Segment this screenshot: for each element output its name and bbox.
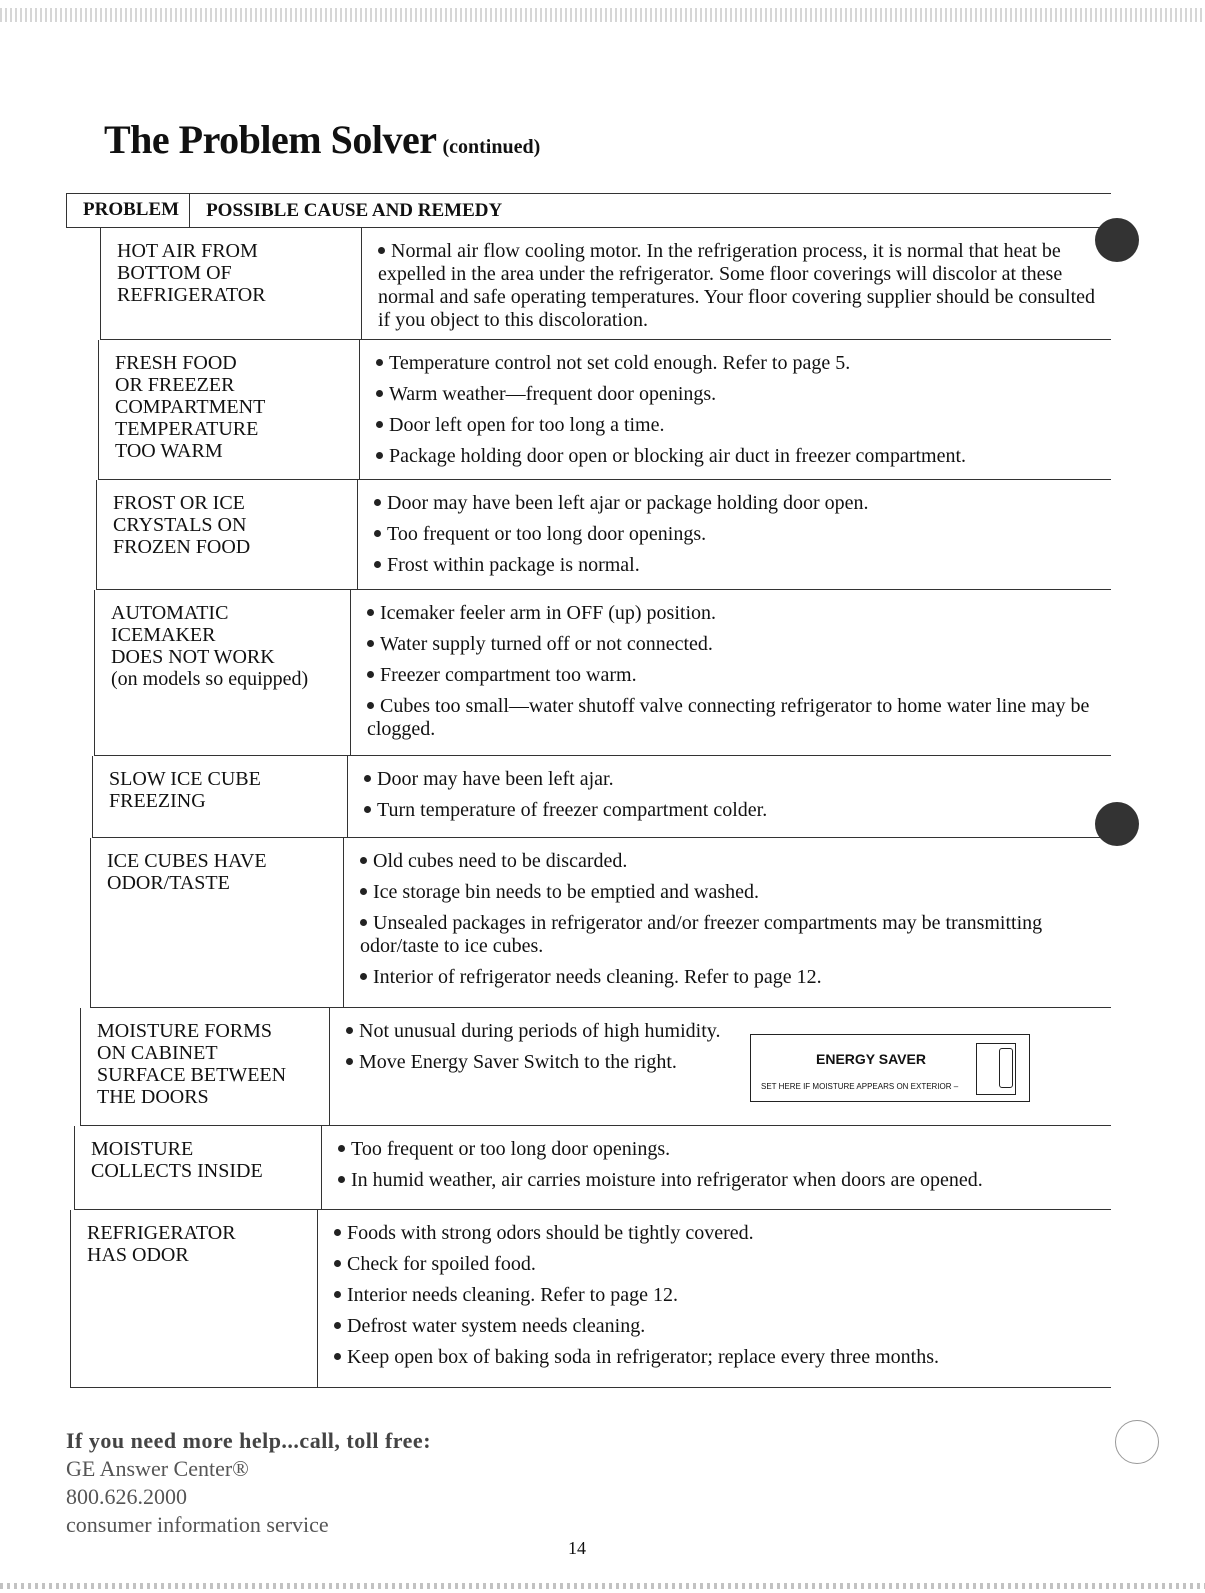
remedy-text: Keep open box of baking soda in refrigerator; replace every three months. bbox=[347, 1346, 939, 1368]
bullet-icon bbox=[364, 775, 371, 782]
problem-cell bbox=[92, 756, 348, 837]
problem-line: CRYSTALS ON bbox=[113, 514, 247, 536]
remedy-item bbox=[360, 966, 1101, 989]
remedy-text: Frost within package is normal. bbox=[387, 554, 640, 576]
bullet-icon bbox=[360, 973, 367, 980]
problem-cell bbox=[98, 340, 360, 479]
problem-line: FREEZING bbox=[109, 790, 206, 812]
bullet-icon bbox=[374, 561, 381, 568]
problem-line: HAS ODOR bbox=[87, 1244, 189, 1266]
remedy-item bbox=[364, 799, 1101, 822]
remedy-text: Door may have been left ajar or package holding door open. bbox=[387, 492, 869, 514]
problem-cell bbox=[96, 480, 358, 589]
remedy-cell bbox=[348, 756, 1111, 837]
remedy-text: Not unusual during periods of high humidity. bbox=[359, 1020, 721, 1042]
table-row bbox=[98, 340, 1111, 480]
remedy-item bbox=[334, 1253, 1101, 1276]
remedy-item bbox=[376, 445, 1101, 468]
problem-line: SLOW ICE CUBE bbox=[109, 768, 261, 790]
bullet-icon bbox=[334, 1353, 341, 1360]
remedy-item bbox=[360, 850, 1101, 873]
remedy-item bbox=[374, 523, 1101, 546]
remedy-text: Check for spoiled food. bbox=[347, 1253, 536, 1275]
remedy-item bbox=[367, 664, 1101, 687]
remedy-cell bbox=[322, 1126, 1111, 1209]
bullet-icon bbox=[338, 1145, 345, 1152]
remedy-item bbox=[338, 1138, 1101, 1161]
answer-center-name: GE Answer Center® bbox=[66, 1456, 249, 1481]
bullet-icon bbox=[376, 452, 383, 459]
page-title-suffix: (continued) bbox=[442, 136, 541, 158]
bullet-icon bbox=[367, 609, 374, 616]
table-row bbox=[94, 590, 1111, 756]
problem-solver-table bbox=[66, 193, 1111, 1388]
remedy-cell bbox=[362, 228, 1111, 339]
bullet-icon bbox=[334, 1291, 341, 1298]
bullet-icon bbox=[346, 1027, 353, 1034]
remedy-item bbox=[360, 881, 1101, 904]
bullet-icon bbox=[334, 1260, 341, 1267]
remedy-item bbox=[364, 768, 1101, 791]
remedy-item bbox=[346, 1020, 746, 1043]
energy-saver-note: SET HERE IF MOISTURE APPEARS ON EXTERIOR – bbox=[761, 1082, 959, 1091]
problem-line: TEMPERATURE bbox=[115, 418, 259, 440]
problem-line: ICE CUBES HAVE bbox=[107, 850, 267, 872]
help-footer bbox=[66, 1428, 431, 1538]
problem-line: MOISTURE FORMS bbox=[97, 1020, 273, 1042]
scan-top-edge bbox=[0, 8, 1205, 22]
phone-number: 800.626.2000 bbox=[66, 1484, 187, 1509]
remedy-text: Temperature control not set cold enough. Refer to page 5. bbox=[389, 352, 851, 374]
problem-line: ICEMAKER bbox=[111, 624, 216, 646]
problem-line: REFRIGERATOR bbox=[87, 1222, 236, 1244]
energy-saver-diagram bbox=[750, 1034, 1030, 1102]
bullet-icon bbox=[378, 247, 385, 254]
header-remedy: POSSIBLE CAUSE AND REMEDY bbox=[206, 200, 503, 221]
remedy-item bbox=[334, 1222, 1101, 1245]
problem-line: THE DOORS bbox=[97, 1086, 209, 1108]
remedy-item bbox=[367, 633, 1101, 656]
remedy-text: Interior of refrigerator needs cleaning. Refer to page 12. bbox=[373, 966, 822, 988]
remedy-text: In humid weather, air carries moisture into refrigerator when doors are opened. bbox=[351, 1169, 983, 1191]
remedy-cell bbox=[344, 838, 1111, 1007]
problem-line: FRESH FOOD bbox=[115, 352, 237, 374]
header-problem: PROBLEM bbox=[66, 194, 190, 227]
remedy-item bbox=[334, 1315, 1101, 1338]
table-row bbox=[74, 1126, 1111, 1210]
problem-line: HOT AIR FROM bbox=[117, 240, 258, 262]
service-description: consumer information service bbox=[66, 1512, 329, 1537]
bullet-icon bbox=[367, 640, 374, 647]
problem-line: FROZEN FOOD bbox=[113, 536, 251, 558]
bullet-icon bbox=[367, 702, 374, 709]
remedy-text: Old cubes need to be discarded. bbox=[373, 850, 628, 872]
remedy-item bbox=[334, 1346, 1101, 1369]
bullet-icon bbox=[374, 530, 381, 537]
remedy-text: Ice storage bin needs to be emptied and washed. bbox=[373, 881, 759, 903]
problem-line: AUTOMATIC bbox=[111, 602, 229, 624]
bullet-icon bbox=[360, 857, 367, 864]
problem-cell bbox=[94, 590, 351, 755]
remedy-cell bbox=[330, 1008, 1111, 1125]
remedy-item bbox=[378, 240, 1101, 332]
bullet-icon bbox=[334, 1322, 341, 1329]
remedy-text: Package holding door open or blocking air duct in freezer compartment. bbox=[389, 445, 967, 467]
bullet-icon bbox=[338, 1176, 345, 1183]
remedy-text: Foods with strong odors should be tightly covered. bbox=[347, 1222, 754, 1244]
problem-line: (on models so equipped) bbox=[111, 668, 309, 690]
bullet-icon bbox=[346, 1058, 353, 1065]
problem-cell bbox=[80, 1008, 330, 1125]
remedy-text: Move Energy Saver Switch to the right. bbox=[359, 1051, 677, 1073]
remedy-text: Door may have been left ajar. bbox=[377, 768, 614, 790]
remedy-cell bbox=[318, 1210, 1111, 1387]
page-title bbox=[104, 116, 540, 163]
table-header-row bbox=[66, 193, 1111, 228]
problem-line: SURFACE BETWEEN bbox=[97, 1064, 287, 1086]
remedy-text: Normal air flow cooling motor. In the refrigeration process, it is normal that heat be expelled in the area under the refrigerator. Some floor coverings will discolor at these normal and safe operating temperatures. Your floor covering supplier should be consulted if you object to this discoloration. bbox=[378, 240, 1096, 331]
table-row bbox=[70, 1210, 1111, 1388]
remedy-text: Too frequent or too long door openings. bbox=[387, 523, 707, 545]
problem-line: REFRIGERATOR bbox=[117, 284, 266, 306]
bullet-icon bbox=[364, 806, 371, 813]
remedy-item bbox=[360, 912, 1101, 958]
remedy-cell bbox=[351, 590, 1111, 755]
remedy-item bbox=[376, 352, 1101, 375]
remedy-text: Unsealed packages in refrigerator and/or freezer compartments may be transmitting odor/taste to ice cubes. bbox=[360, 912, 1043, 957]
remedy-item bbox=[376, 414, 1101, 437]
table-row bbox=[90, 838, 1111, 1008]
problem-line: ON CABINET bbox=[97, 1042, 218, 1064]
remedy-item bbox=[338, 1169, 1101, 1192]
page-title-main: The Problem Solver bbox=[104, 117, 437, 162]
bullet-icon bbox=[360, 919, 367, 926]
problem-cell bbox=[74, 1126, 322, 1209]
remedy-cell bbox=[358, 480, 1111, 589]
problem-line: BOTTOM OF bbox=[117, 262, 232, 284]
bullet-icon bbox=[367, 671, 374, 678]
problem-line: FROST OR ICE bbox=[113, 492, 245, 514]
remedy-text: Door left open for too long a time. bbox=[389, 414, 665, 436]
binder-hole-bottom bbox=[1115, 1420, 1159, 1464]
remedy-item bbox=[376, 383, 1101, 406]
problem-line: DOES NOT WORK bbox=[111, 646, 275, 668]
remedy-text: Icemaker feeler arm in OFF (up) position. bbox=[380, 602, 717, 624]
problem-cell bbox=[100, 228, 362, 339]
problem-line: OR FREEZER bbox=[115, 374, 235, 396]
remedy-text: Water supply turned off or not connected. bbox=[380, 633, 713, 655]
remedy-text: Warm weather—frequent door openings. bbox=[389, 383, 717, 405]
remedy-text: Too frequent or too long door openings. bbox=[351, 1138, 671, 1160]
remedy-item bbox=[374, 492, 1101, 515]
remedy-text: Turn temperature of freezer compartment colder. bbox=[377, 799, 768, 821]
table-row bbox=[92, 756, 1111, 838]
remedy-item bbox=[374, 554, 1101, 577]
energy-saver-switch-icon bbox=[976, 1043, 1016, 1095]
bullet-icon bbox=[376, 359, 383, 366]
binder-hole-middle bbox=[1095, 802, 1139, 846]
bullet-icon bbox=[334, 1229, 341, 1236]
energy-saver-title: ENERGY SAVER bbox=[816, 1051, 926, 1067]
remedy-text: Cubes too small—water shutoff valve connecting refrigerator to home water line may be clogged. bbox=[367, 695, 1090, 740]
table-row bbox=[100, 228, 1111, 340]
problem-line: TOO WARM bbox=[115, 440, 223, 462]
bullet-icon bbox=[360, 888, 367, 895]
problem-cell bbox=[90, 838, 344, 1007]
scan-bottom-edge bbox=[0, 1583, 1205, 1589]
remedy-item bbox=[367, 602, 1101, 625]
binder-hole-top bbox=[1095, 218, 1139, 262]
bullet-icon bbox=[376, 421, 383, 428]
table-row bbox=[80, 1008, 1111, 1126]
problem-line: COLLECTS INSIDE bbox=[91, 1160, 263, 1182]
remedy-text: Interior needs cleaning. Refer to page 12. bbox=[347, 1284, 678, 1306]
remedy-cell bbox=[360, 340, 1111, 479]
problem-line: COMPARTMENT bbox=[115, 396, 266, 418]
remedy-item bbox=[367, 695, 1101, 741]
problem-cell bbox=[70, 1210, 318, 1387]
remedy-text: Freezer compartment too warm. bbox=[380, 664, 637, 686]
bullet-icon bbox=[376, 390, 383, 397]
help-heading: If you need more help...call, toll free: bbox=[66, 1428, 432, 1453]
table-body bbox=[66, 228, 1111, 1388]
table-row bbox=[96, 480, 1111, 590]
problem-line: ODOR/TASTE bbox=[107, 872, 230, 894]
problem-line: MOISTURE bbox=[91, 1138, 194, 1160]
bullet-icon bbox=[374, 499, 381, 506]
switch-knob-icon bbox=[999, 1048, 1013, 1088]
remedy-item bbox=[334, 1284, 1101, 1307]
remedy-text: Defrost water system needs cleaning. bbox=[347, 1315, 646, 1337]
remedy-item bbox=[346, 1051, 746, 1074]
page-number: 14 bbox=[568, 1538, 586, 1558]
